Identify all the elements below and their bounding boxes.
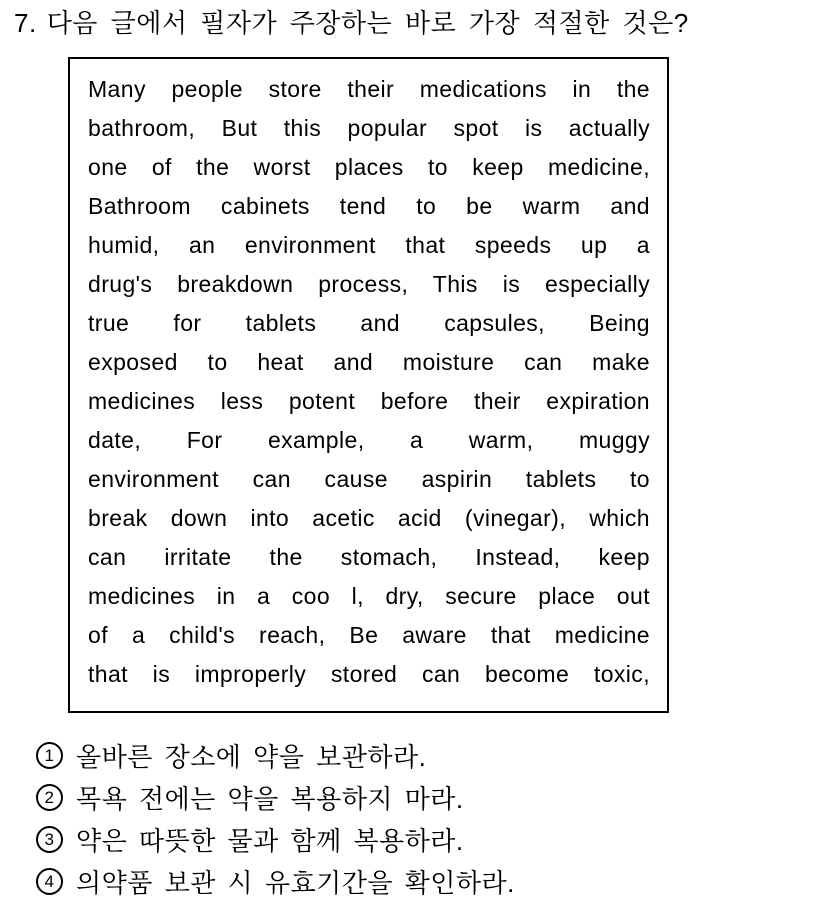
choice-3 bbox=[36, 818, 515, 860]
question-text: 다음 글에서 필자가 주장하는 바로 가장 적절한 것은? bbox=[46, 8, 689, 38]
passage-line: bathroom, But this popular spot is actually bbox=[88, 115, 650, 141]
passage-line: one of the worst places to keep medicine, bbox=[88, 154, 650, 180]
passage-line: medicines less potent before their expiration bbox=[88, 388, 650, 414]
passage-line: Many people store their medications in the bbox=[88, 76, 650, 102]
passage-line: humid, an environment that speeds up a bbox=[88, 232, 650, 258]
choice-4-marker: 4 bbox=[36, 868, 63, 895]
choice-1 bbox=[36, 734, 515, 776]
choice-2-text: 목욕 전에는 약을 복용하지 마라. bbox=[76, 783, 464, 814]
passage-line: medicines in a coo l, dry, secure place out bbox=[88, 583, 650, 609]
passage-line: exposed to heat and moisture can make bbox=[88, 349, 650, 375]
passage-line: break down into acetic acid (vinegar), which bbox=[88, 505, 650, 531]
choice-3-marker: 3 bbox=[36, 826, 63, 853]
choice-2-marker: 2 bbox=[36, 784, 63, 811]
passage-line: can irritate the stomach, Instead, keep bbox=[88, 544, 650, 570]
passage-line: date, For example, a warm, muggy bbox=[88, 427, 650, 453]
answer-choices bbox=[36, 734, 515, 902]
passage-line: drug's breakdown process, This is especially bbox=[88, 271, 650, 297]
passage-line: true for tablets and capsules, Being bbox=[88, 310, 650, 336]
choice-2 bbox=[36, 776, 515, 818]
passage-line: that is improperly stored can become toxic, bbox=[88, 661, 650, 687]
choice-3-text: 약은 따뜻한 물과 함께 복용하라. bbox=[76, 825, 464, 856]
choice-1-marker: 1 bbox=[36, 742, 63, 769]
choice-4 bbox=[36, 860, 515, 902]
passage-box bbox=[68, 57, 669, 713]
question bbox=[14, 6, 689, 40]
choice-4-text: 의약품 보관 시 유효기간을 확인하라. bbox=[76, 867, 515, 898]
question-number: 7. bbox=[14, 8, 37, 38]
choice-1-text: 올바른 장소에 약을 보관하라. bbox=[76, 741, 427, 772]
passage-line: environment can cause aspirin tablets to bbox=[88, 466, 650, 492]
passage-line: of a child's reach, Be aware that medicine bbox=[88, 622, 650, 648]
passage-line: Bathroom cabinets tend to be warm and bbox=[88, 193, 650, 219]
